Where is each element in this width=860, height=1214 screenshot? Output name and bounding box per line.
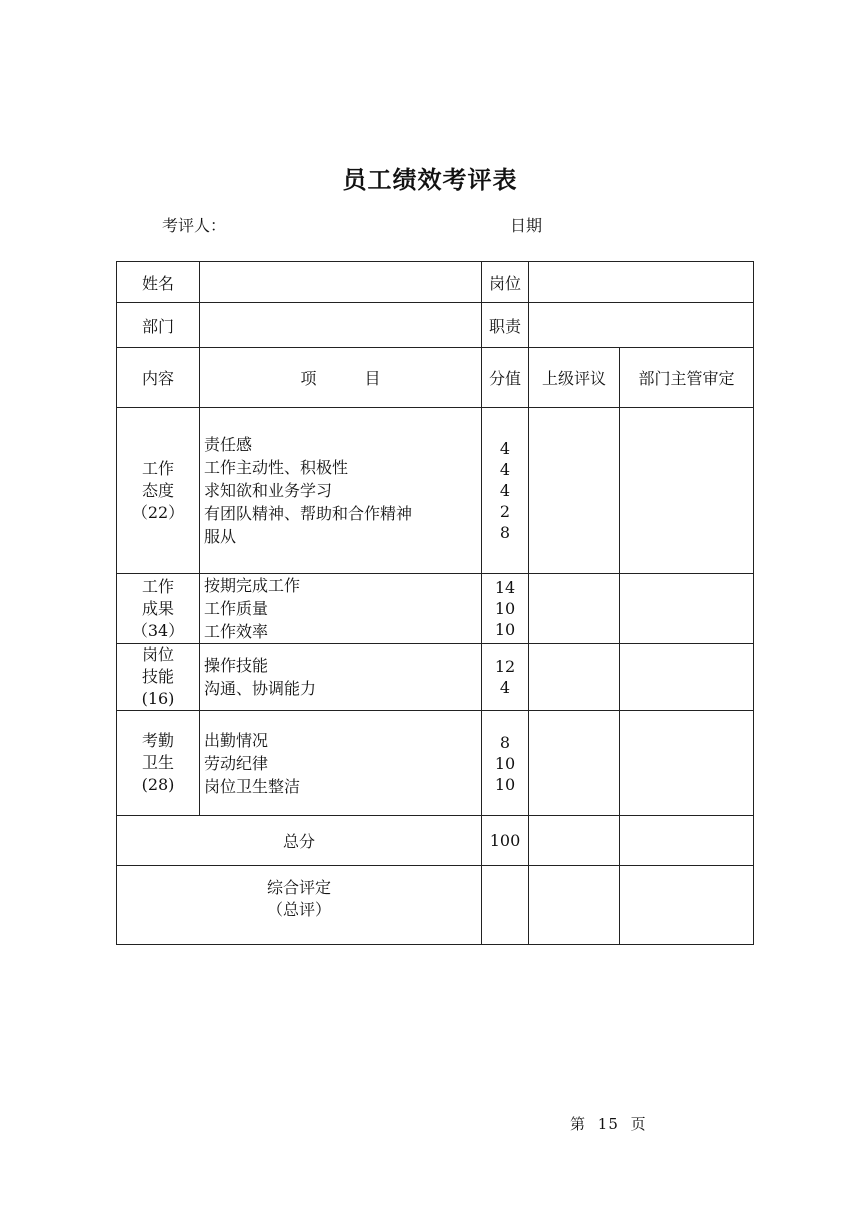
name-row [117,262,754,303]
list-item: 服从 [204,527,237,546]
score-value: 8 [499,523,511,542]
section-scores [482,644,529,711]
section-row [117,644,754,711]
manager-approval-cell[interactable] [620,711,754,816]
section-category: 岗位 技能 (16) [117,644,200,711]
list-item: 有团队精神、帮助和合作精神 [204,504,413,523]
list-item: 按期完成工作 [204,576,301,595]
score-value: 10 [494,599,516,618]
evaluation-table [116,261,754,945]
section-category: 考勤 卫生 (28) [117,711,200,816]
position-field[interactable] [529,262,754,303]
score-header: 分值 [482,348,529,408]
content-header: 内容 [117,348,200,408]
total-supervisor-cell[interactable] [529,816,620,866]
dept-label: 部门 [117,303,200,348]
section-scores [482,408,529,574]
score-value: 4 [499,678,511,697]
list-item: 工作主动性、积极性 [204,458,349,477]
overall-row [117,866,754,945]
page-number: 第 15 页 [570,1115,647,1133]
manager-approval-cell[interactable] [620,574,754,644]
section-items [200,644,482,711]
page-title: 员工绩效考评表 [342,165,518,194]
list-item: 岗位卫生整洁 [204,776,301,796]
list-item: 求知欲和业务学习 [204,481,333,500]
score-value: 2 [499,502,511,521]
dept-field[interactable] [200,303,482,348]
list-item: 劳动纪律 [204,753,269,773]
list-item: 工作效率 [204,622,269,641]
list-item: 出勤情况 [204,730,269,750]
manager-approval-cell[interactable] [620,644,754,711]
section-row [117,574,754,644]
section-row [117,408,754,574]
section-row [117,711,754,816]
position-label: 岗位 [482,262,529,303]
name-label: 姓名 [117,262,200,303]
total-score: 100 [482,816,529,866]
score-value: 4 [499,460,511,479]
score-value: 4 [499,439,511,458]
list-item: 沟通、协调能力 [204,679,317,698]
section-category: 工作 成果 （34） [117,574,200,644]
section-scores [482,711,529,816]
score-value: 12 [494,657,516,676]
overall-score-cell[interactable] [482,866,529,945]
overall-label: 综合评定 （总评） [117,866,482,945]
duty-label: 职责 [482,303,529,348]
name-field[interactable] [200,262,482,303]
score-value: 10 [494,620,516,639]
score-value: 8 [499,732,511,752]
duty-field[interactable] [529,303,754,348]
section-category: 工作 态度 （22） [117,408,200,574]
evaluator-label: 考评人： [162,216,227,235]
overall-supervisor-cell[interactable] [529,866,620,945]
score-value: 10 [494,774,516,794]
overall-manager-cell[interactable] [620,866,754,945]
list-item: 工作质量 [204,599,269,618]
score-value: 10 [494,753,516,773]
manager-approval-cell[interactable] [620,408,754,574]
supervisor-review-cell[interactable] [529,574,620,644]
manager-approval-header: 部门主管审定 [620,348,754,408]
total-manager-cell[interactable] [620,816,754,866]
item-header: 项 目 [200,348,482,408]
supervisor-review-cell[interactable] [529,644,620,711]
section-scores [482,574,529,644]
section-items [200,711,482,816]
column-header-row [117,348,754,408]
total-row [117,816,754,866]
supervisor-review-cell[interactable] [529,711,620,816]
total-label: 总分 [117,816,482,866]
date-label: 日期 [510,216,543,235]
dept-row [117,303,754,348]
section-items [200,408,482,574]
section-items [200,574,482,644]
supervisor-review-header: 上级评议 [529,348,620,408]
score-value: 4 [499,481,511,500]
list-item: 责任感 [204,435,253,454]
score-value: 14 [494,578,516,597]
list-item: 操作技能 [204,656,269,675]
supervisor-review-cell[interactable] [529,408,620,574]
